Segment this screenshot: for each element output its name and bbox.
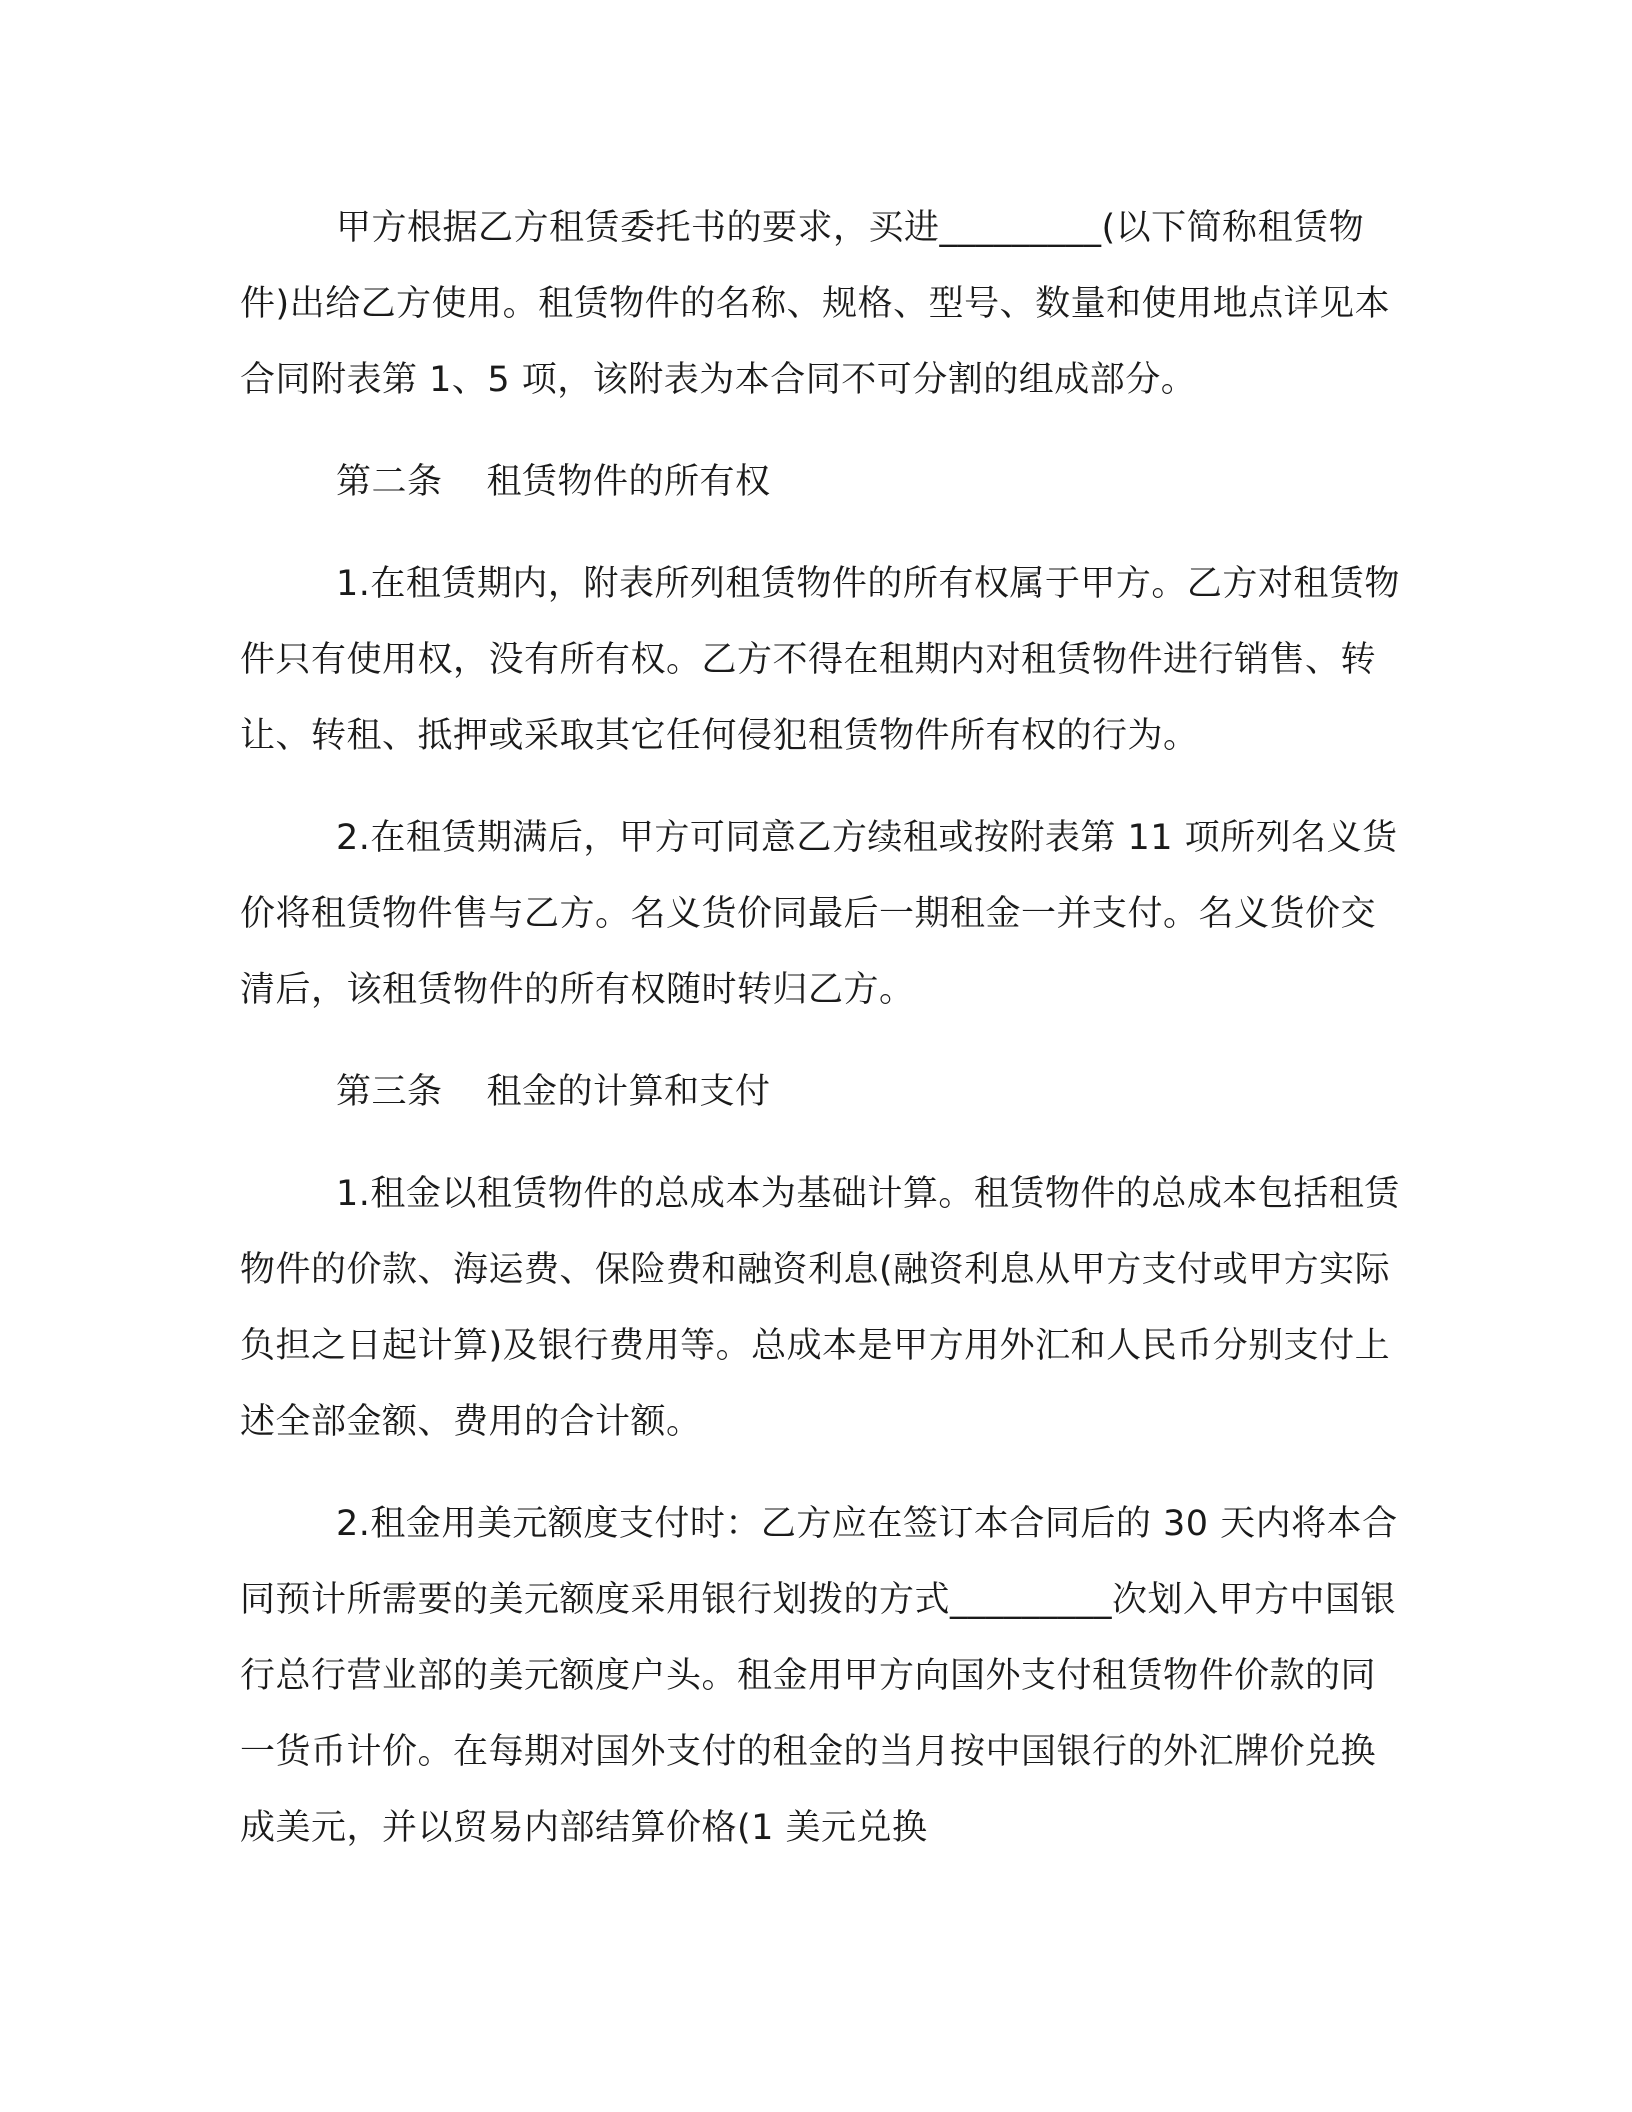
paragraph-rent-1: 1.租金以租赁物件的总成本为基础计算。租赁物件的总成本包括租赁物件的价款、海运费、保险费和融资利息(融资利息从甲方支付或甲方实际负担之日起计算)及银行费用等。总成本是甲方用外汇和人民币分别支付上述全部金额、费用的合计额。: [240, 1174, 1400, 1442]
article-3-heading: [240, 1054, 1400, 1130]
paragraph-ownership-1: 1.在租赁期内，附表所列租赁物件的所有权属于甲方。乙方对租赁物件只有使用权，没有所有权。乙方不得在租期内对租赁物件进行销售、转让、转租、抵押或采取其它任何侵犯租赁物件所有权的行为。: [240, 564, 1400, 756]
article-title: 租赁物件的所有权: [486, 462, 771, 502]
paragraph-ownership-2: 2.在租赁期满后，甲方可同意乙方续租或按附表第 11 项所列名义货价将租赁物件售与乙方。名义货价同最后一期租金一并支付。名义货价交清后，该租赁物件的所有权随时转归乙方。: [240, 818, 1398, 1010]
article-title: 租金的计算和支付: [486, 1072, 771, 1112]
article-number: 第二条: [336, 462, 443, 502]
article-number: 第三条: [336, 1072, 443, 1112]
document-body: [240, 190, 1400, 1866]
paragraph-lease-purchase: 甲方根据乙方租赁委托书的要求，买进_________(以下简称租赁物件)出给乙方使用。租赁物件的名称、规格、型号、数量和使用地点详见本合同附表第 1、5 项，该附表为本合同不可分割的组成部分。: [240, 208, 1391, 400]
article-2-heading: [240, 444, 1400, 520]
paragraph-rent-2: 2.租金用美元额度支付时：乙方应在签订本合同后的 30 天内将本合同预计所需要的美元额度采用银行划拨的方式_________次划入甲方中国银行总行营业部的美元额度户头。租金用甲方向国外支付租赁物件价款的同一货币计价。在每期对国外支付的租金的当月按中国银行的外汇牌价兑换成美元，并以贸易内部结算价格(1 美元兑换: [240, 1504, 1398, 1848]
